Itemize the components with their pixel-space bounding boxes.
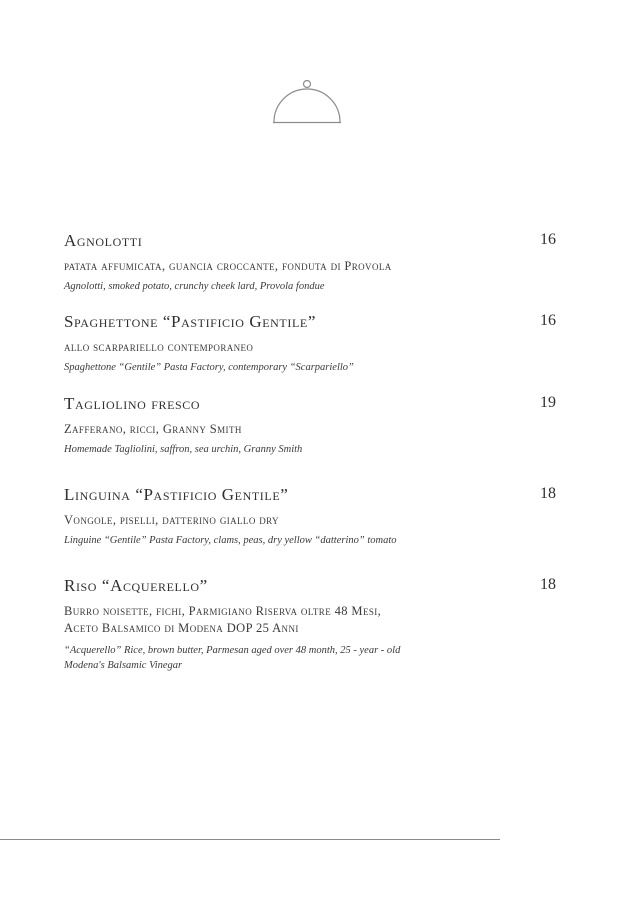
- menu-item-spaghettone: [64, 312, 556, 375]
- dish-description-english: Homemade Tagliolini, saffron, sea urchin, Granny Smith: [64, 444, 303, 455]
- dish-description-english: Agnolotti, smoked potato, crunchy cheek lard, Provola fondue: [64, 281, 325, 292]
- dish-price: 16: [540, 312, 556, 329]
- dish-description-english-line: Modena's Balsamic Vinegar: [64, 660, 183, 671]
- dish-price: 19: [540, 394, 556, 411]
- cloche-icon: [272, 78, 342, 126]
- menu-item-header: [64, 231, 556, 253]
- dish-description-english-line: “Acquerello” Rice, brown butter, Parmesan aged over 48 month, 25 - year - old: [64, 645, 401, 656]
- dish-price: 16: [540, 231, 556, 248]
- dish-title: Agnolotti: [64, 231, 143, 250]
- menu-item-header: [64, 576, 556, 598]
- dish-description-english: Spaghettone “Gentile” Pasta Factory, contemporary “Scarpariello”: [64, 362, 354, 373]
- menu-item-riso: [64, 576, 556, 673]
- dish-title: Riso “Acquerello”: [64, 576, 208, 595]
- menu-item-header: [64, 485, 556, 507]
- dish-description-italian: allo scarpariello contemporaneo: [64, 340, 254, 354]
- dish-price: 18: [540, 485, 556, 502]
- dish-description-italian: patata affumicata, guancia croccante, fonduta di Provola: [64, 259, 392, 273]
- menu-item-header: [64, 394, 556, 416]
- footer-divider: [0, 839, 500, 840]
- menu-item-agnolotti: [64, 231, 556, 294]
- dish-description-english: [64, 643, 556, 673]
- dish-description-italian: Vongole, piselli, datterino giallo dry: [64, 513, 279, 527]
- dish-title: Tagliolino fresco: [64, 394, 201, 413]
- dish-description-italian: [64, 603, 556, 637]
- dish-description-english: Linguine “Gentile” Pasta Factory, clams, peas, dry yellow “datterino” tomato: [64, 535, 397, 546]
- dish-description-italian-line: Burro noisette, fichi, Parmigiano Riserva oltre 48 Mesi,: [64, 604, 382, 618]
- menu-item-tagliolino: [64, 394, 556, 457]
- menu-item-header: [64, 312, 556, 334]
- menu-item-linguina: [64, 485, 556, 548]
- dish-title: Linguina “Pastificio Gentile”: [64, 485, 289, 504]
- dish-description-italian-line: Aceto Balsamico di Modena DOP 25 Anni: [64, 621, 299, 635]
- dish-price: 18: [540, 576, 556, 593]
- dish-description-italian: Zafferano, ricci, Granny Smith: [64, 422, 242, 436]
- dish-title: Spaghettone “Pastificio Gentile”: [64, 312, 316, 331]
